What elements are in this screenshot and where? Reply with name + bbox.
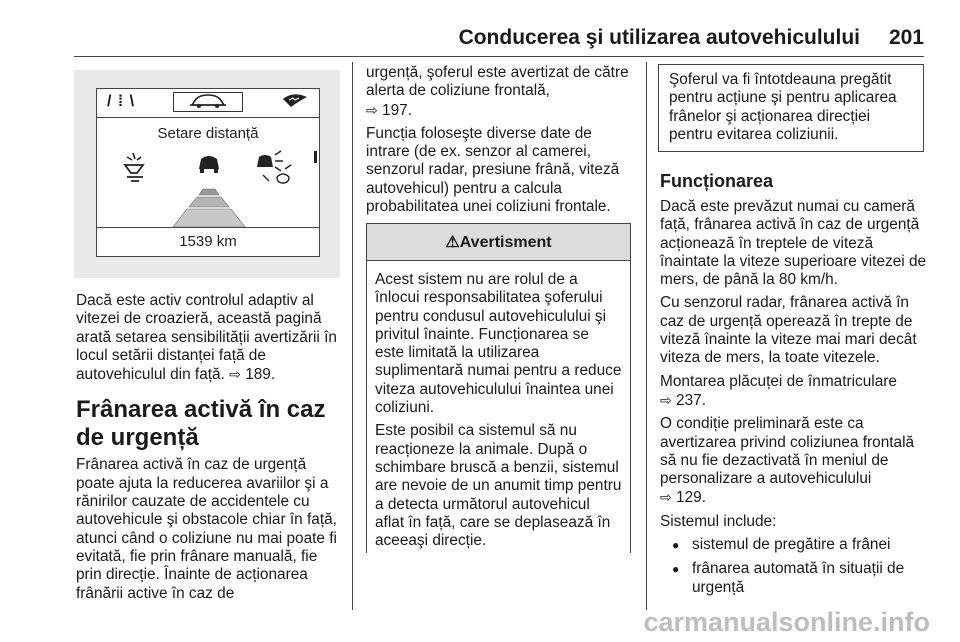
section-heading: Funcționarea (660, 171, 774, 191)
warning-box (366, 223, 631, 553)
display-divider (97, 227, 319, 228)
cross-reference-icon: ⇨ (660, 489, 672, 506)
bullet-list (660, 536, 930, 597)
car-icon (199, 156, 219, 173)
cross-reference-icon: ⇨ (366, 101, 378, 118)
intro-paragraph: Dacă este activ controlul adaptiv al vitezei de croazieră, această pagină arată setarea sensibilității avertizării în locul setării distanței față de autovehiculul din față. ⇨ 189. (76, 292, 337, 384)
column-3 (660, 162, 930, 603)
lane-departure-icon: / ⁞ \ (107, 93, 136, 110)
car-distance-icon (257, 151, 283, 171)
cross-reference-page[interactable]: 129. (676, 489, 706, 507)
odometer-readout: 1539 km (179, 233, 237, 250)
list-item: ● sistemul de pregătire a frânei (660, 536, 930, 554)
body-paragraph: Funcția foloseşte diverse date de intrare (de ex. senzor al camerei, senzorul radar, presiune frână, viteză autovehicul) pentru a calcula probabilitatea unei coliziuni frontale. (366, 124, 620, 216)
traffic-sign-icon (281, 91, 309, 114)
list-item: ● frânarea automată în situații de urgență (660, 560, 930, 597)
warning-paragraph: Este posibil ca sistemul să nu reacționeze la animale. După o schimbare bruscă a benzii, sistemul are nevoie de un anumit timp pentru a detecta următorul autovehicul aflat în față, care se deplasează în aceeaşi direcție. (375, 422, 622, 550)
column-1 (76, 292, 346, 608)
cross-reference-page[interactable]: 197. (382, 101, 412, 119)
distance-bars (173, 189, 245, 227)
cross-reference-page[interactable]: 237. (676, 391, 706, 409)
light-icon (125, 153, 143, 181)
warning-paragraph: Acest sistem nu are rolul de a înlocui responsabilitatea şoferului pentru condusul autovehiculului şi privitul înainte. Funcționarea se este limitată la utilizarea suplimentară numai pentru a reduce viteza autovehiculului înaintea unei coliziuni. (375, 271, 622, 417)
warning-header (366, 223, 631, 261)
section-heading: Frânarea activă în caz de urgență (76, 396, 326, 452)
running-header-title: Conducerea şi utilizarea autovehiculului (458, 26, 860, 49)
header-rule (74, 56, 924, 57)
column-2 (366, 64, 636, 221)
scale-indicator (314, 151, 317, 163)
body-paragraph: O condiție preliminară este ca avertizarea privind coliziunea frontală să nu fie dezactivată în meniul de personalizare a autovehiculului ⇨ 129. (660, 415, 915, 507)
body-paragraph: Dacă este prevăzut numai cu cameră față, frânarea activă în caz de urgență acționează în treptele de viteză înaintate la viteze superioare vitezei de mers, de până la 80 km/h. (660, 198, 927, 289)
car-front-icon (173, 92, 243, 112)
distance-graphic (97, 147, 321, 227)
body-paragraph: Montarea plăcuței de înmatriculare ⇨ 237. (660, 372, 897, 409)
cross-reference-icon: ⇨ (229, 366, 241, 383)
body-paragraph: Sistemul include: (660, 512, 777, 530)
watermark: carmanualsonline.info (643, 607, 930, 637)
display-screen (96, 88, 320, 257)
continued-paragraph: urgență, şoferul este avertizat de către alerta de coliziune frontală, ⇨ 197. (366, 64, 629, 119)
warning-triangle-icon: ⚠ (445, 234, 460, 251)
column-divider (646, 62, 647, 610)
instrument-display-figure (74, 70, 340, 278)
note-box: Şoferul va fi întotdeauna pregătit pentru acțiune şi pentru aplicarea frânelor şi acționarea direcției pentru evitarea coliziunii. (658, 64, 924, 152)
page-number: 201 (888, 26, 924, 49)
body-paragraph: Cu senzorul radar, frânarea activă în caz de urgență operează în trepte de viteză înainte la viteze mai mari decât viteza de mers, la toate vitezele. (660, 294, 917, 367)
cross-reference-page[interactable]: 189. (245, 366, 276, 384)
warning-body (366, 261, 631, 553)
display-tab-row (97, 89, 319, 118)
body-paragraph: Frânarea activă în caz de urgență poate ajuta la reducerea avariilor şi a rănirilor cauzate de accidentele cu autovehicule şi obstacole chiar în față, atunci când o coliziune nu mai poate fi evitată, fie prin frânare manuală, fie prin direcție. Înainte de acționarea frânării active în caz de (76, 456, 337, 602)
column-divider (352, 62, 353, 610)
cross-reference-icon: ⇨ (660, 391, 672, 408)
warning-title: Avertisment (459, 234, 552, 251)
display-setting-label: Setare distanță (157, 125, 259, 142)
